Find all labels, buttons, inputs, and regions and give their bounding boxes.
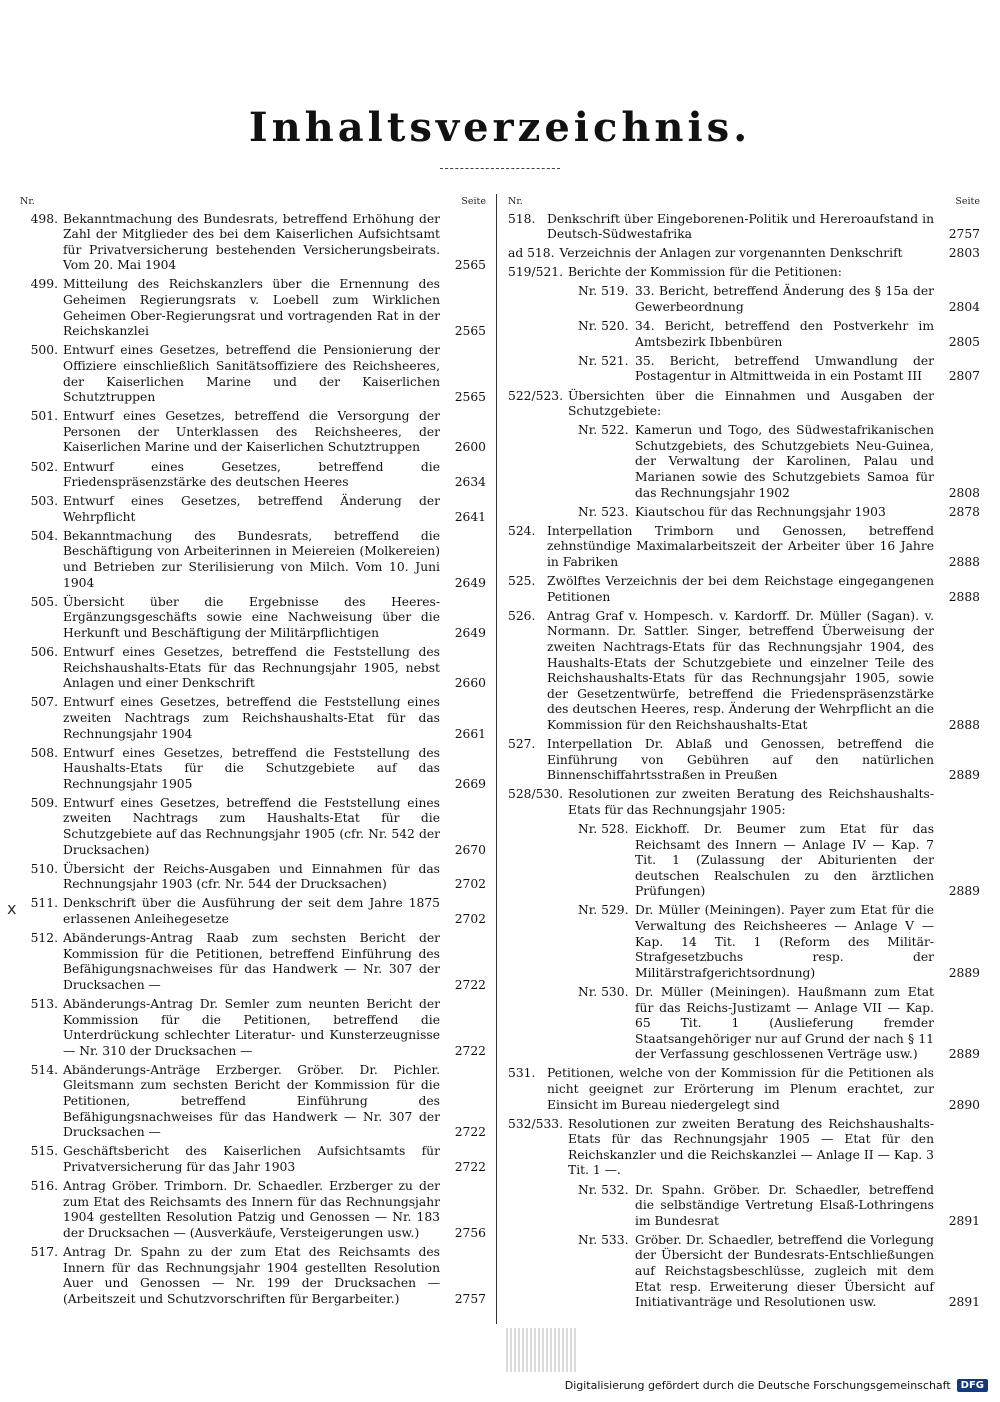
entry-text: Resolutionen zur zweiten Beratung des Reichshaushalts-Etats für das Rechnungsjahr 1905: (568, 787, 934, 817)
entry-text: Bekanntmachung des Bundesrats, betreffend Erhöhung der Zahl der Mitglieder des bei dem Kaiserlichen Aufsichtsamt für Privatversicherung bestehenden Versicherungsbeirats. Vom 20. Mai 1904 (63, 211, 440, 273)
entry-text: Berichte der Kommission für die Petitionen: (568, 265, 842, 280)
toc-entry (20, 1144, 486, 1175)
entry-text: 35. Bericht, betreffend Umwandlung der Postagentur in Altmittweida in ein Postamt III (635, 353, 934, 384)
entry-number: 515. (30, 1144, 58, 1159)
column-divider (496, 194, 497, 1324)
entry-number: Nr. 533. (578, 1232, 629, 1247)
toc-entry (20, 343, 486, 405)
entry-page: 2661 (454, 726, 486, 741)
toc-entry (20, 931, 486, 993)
entry-page: 2565 (454, 390, 486, 405)
entry-page: 2565 (454, 324, 486, 339)
entry-text: 34. Bericht, betreffend den Postverkehr im Amtsbezirk Ibbenbüren (635, 319, 934, 349)
entry-text: Eickhoff. Dr. Beumer zum Etat für das Reichsamt des Innern — Anlage IV — Kap. 7 Tit. 1 (Zulassung der Abiturienten der deutschen Realschulen zu den ärztlichen Prüfungen) (635, 821, 934, 899)
entry-page: 2670 (454, 842, 486, 857)
entry-text: Verzeichnis der Anlagen zur vorgenannten Denkschrift (559, 246, 903, 261)
entry-text: Petitionen, welche von der Kommission für die Petitionen als nicht geeignet zur Erörterung im Plenum erachtet, zur Einsicht im Bureau niedergelegt sind (547, 1066, 934, 1112)
entry-page: 2649 (454, 575, 486, 590)
entry-page: 2878 (948, 504, 980, 519)
entry-text: Interpellation Dr. Ablaß und Genossen, betreffend die Einführung von Gebühren auf den natürlichen Binnenschiffahrtsstraßen in Preußen (547, 737, 934, 783)
column-header-nr: Nr. (508, 196, 523, 207)
entry-page: 2641 (454, 509, 486, 524)
entry-page: 2722 (454, 977, 486, 992)
entry-number: 531. (508, 1066, 536, 1081)
entry-page: 2756 (454, 1225, 486, 1240)
toc-entry (508, 265, 980, 281)
entry-text: Dr. Müller (Meiningen). Payer zum Etat für die Verwaltung des Reichsheeres — Anlage V — Kap. 14 Tit. 1 (Reform des Militär-Strafgesetzbuchs resp. der Militärstrafgerichtsordnung) (635, 903, 934, 980)
entry-number: 517. (30, 1244, 58, 1259)
entry-number: 519/521. (508, 265, 563, 280)
entry-text: Antrag Gröber. Trimborn. Dr. Schaedler. Erzberger zu der zum Etat des Reichsamts des Innern für das Rechnungsjahr 1904 gestellten Resolution Patzig und Genossen — Nr. 183 der Drucksachen — (Ausverkäufe, Versteigerungen usw.) (63, 1179, 440, 1240)
toc-entry (20, 695, 486, 742)
entry-number: 514. (30, 1062, 58, 1077)
entry-number: 513. (30, 997, 58, 1011)
entry-number: Nr. 528. (578, 821, 629, 836)
entry-text: Geschäftsbericht des Kaiserlichen Aufsichtsamts für Privatversicherung für das Jahr 1903 (63, 1144, 440, 1174)
toc-subentry (508, 284, 980, 315)
entry-page: 2890 (948, 1097, 980, 1112)
entry-number: Nr. 519. (578, 284, 629, 299)
entry-number: 512. (30, 931, 58, 946)
dfg-logo: DFG (957, 1379, 988, 1392)
entry-number: 501. (30, 409, 58, 424)
toc-entry (20, 529, 486, 591)
entry-text: Entwurf eines Gesetzes, betreffend die Versorgung der Personen der Unterklassen des Reichsheeres, der Kaiserlichen Marine und der Kaiserlichen Schutztruppen (63, 409, 440, 455)
entry-number: Nr. 520. (578, 319, 629, 334)
entry-text: Zwölftes Verzeichnis der bei dem Reichstage eingegangenen Petitionen (547, 574, 934, 604)
entry-text: Denkschrift über Eingeborenen-Politik und Hereroaufstand in Deutsch-Südwestafrika (547, 211, 934, 242)
right-column (508, 194, 980, 1314)
entry-number: 498. (30, 211, 58, 226)
entry-page: 2889 (948, 1047, 980, 1062)
entry-text: Entwurf eines Gesetzes, betreffend die Feststellung eines zweiten Nachtrags zum Haushalts-Etat für die Schutzgebiete auf das Rechnungsjahr 1905 (cfr. Nr. 542 der Drucksachen) (63, 795, 440, 857)
entry-number: Nr. 522. (578, 423, 629, 438)
footer-text: Digitalisierung gefördert durch die Deutsche Forschungsgemeinschaft (564, 1379, 951, 1392)
entry-text: Antrag Dr. Spahn zu der zum Etat des Reichsamts des Innern für das Rechnungsjahr 1904 gestellten Resolution Auer und Genossen — Nr. 199 der Drucksachen — (Arbeitszeit und Schutzvorschriften für Bergarbeiter.) (63, 1244, 440, 1306)
toc-entry (20, 746, 486, 793)
toc-subentry (508, 354, 980, 385)
toc-entry (20, 212, 486, 274)
toc-subentry (508, 423, 980, 501)
toc-entry (20, 494, 486, 525)
entry-number: 525. (508, 574, 536, 589)
entry-text: 33. Bericht, betreffend Änderung des § 15a der Gewerbeordnung (635, 284, 934, 315)
entry-number: 516. (30, 1179, 58, 1194)
toc-entry (508, 574, 980, 605)
page-title: Inhaltsverzeichnis. (248, 104, 752, 151)
toc-entry (20, 1179, 486, 1241)
toc-subentry (508, 1233, 980, 1311)
entry-text: Übersicht über die Ergebnisse des Heeres-Ergänzungsgeschäfts sowie eine Nachweisung über die Herkunft und Beschäftigung der Militärpflichtigen (63, 594, 440, 640)
toc-entry (508, 524, 980, 571)
toc-entry (508, 389, 980, 420)
entry-page: 2803 (948, 246, 980, 261)
entry-text: Entwurf eines Gesetzes, betreffend die Feststellung des Reichshaushalts-Etats für das Rechnungsjahr 1905, nebst Anlagen und einer Denkschrift (63, 645, 440, 691)
entry-number: ad 518. (508, 246, 555, 261)
toc-subentry (508, 903, 980, 981)
entry-number: Nr. 521. (578, 353, 629, 368)
entry-page: 2888 (948, 717, 980, 732)
entry-text: Übersichten über die Einnahmen und Ausgaben der Schutzgebiete: (568, 388, 934, 419)
entry-text: Antrag Graf v. Hompesch. v. Kardorff. Dr. Müller (Sagan). v. Normann. Dr. Sattler. Singer, betreffend Überweisung der zweiten Nachtrags-Etats für das Rechnungsjahr 1904, des Haushalts-Etats der Schutzgebiete und einzelner Teile des Reichshaushalts-Etats für das Rechnungsjahr 1905, sowie der Gesetzentwürfe, betreffend die Friedenspräsenzstärke des deutschen Heeres, resp. Änderung der Wehrpflicht an die Kommission für den Reichshaushalts-Etat (547, 608, 934, 732)
toc-entry (20, 796, 486, 858)
entry-number: 506. (30, 645, 58, 660)
toc-subentry (508, 505, 980, 521)
entry-page: 2722 (454, 1159, 486, 1174)
entry-text: Denkschrift über die Ausführung der seit dem Jahre 1875 erlassenen Anleihegesetze (63, 896, 440, 927)
toc-subentry (508, 319, 980, 350)
entry-text: Abänderungs-Antrag Dr. Semler zum neunten Bericht der Kommission für die Petitionen, betreffend die Unterdrückung schlechter Literatur- und Kunsterzeugnisse — Nr. 310 der Drucksachen — (63, 997, 440, 1058)
toc-entry (508, 212, 980, 243)
entry-number: Nr. 532. (578, 1182, 629, 1197)
toc-entry (508, 1066, 980, 1113)
entry-number: 522/523. (508, 388, 563, 403)
entry-number: 509. (30, 795, 58, 810)
entry-text: Dr. Müller (Meiningen). Haußmann zum Etat für das Reichs-Justizamt — Anlage VII — Kap. 65 Tit. 1 (Auslieferung fremder Staatsangehöriger nur auf Grund der nach § 11 der Verfassung geschlossenen Verträge usw.) (635, 984, 934, 1062)
toc-entry (20, 409, 486, 456)
toc-entry (20, 277, 486, 339)
entry-number: 518. (508, 211, 536, 226)
toc-entry (508, 609, 980, 734)
entry-page: 2649 (454, 625, 486, 640)
entry-number: 503. (30, 494, 58, 509)
entry-number: 510. (30, 861, 58, 876)
toc-entry (508, 787, 980, 818)
toc-entry (508, 1117, 980, 1179)
footer-credit (565, 1379, 988, 1392)
entry-page: 2757 (948, 227, 980, 242)
entry-number: 524. (508, 523, 536, 538)
entry-number: Nr. 529. (578, 903, 629, 918)
entry-page: 2888 (948, 589, 980, 604)
entry-number: Nr. 530. (578, 984, 629, 999)
entry-number: 527. (508, 737, 536, 751)
entry-text: Abänderungs-Antrag Raab zum sechsten Bericht der Kommission für die Petitionen, betreffend Einführung des Befähigungsnachweises für das Handwerk — Nr. 307 der Drucksachen — (63, 931, 440, 992)
right-entry-list (508, 212, 980, 1311)
entry-text: Entwurf eines Gesetzes, betreffend die Friedenspräsenzstärke des deutschen Heeres (63, 459, 440, 490)
entry-number: 507. (30, 695, 58, 710)
entry-page: 2805 (948, 334, 980, 349)
toc-subentry (508, 822, 980, 900)
left-entry-list (20, 212, 486, 1308)
entry-page: 2757 (454, 1291, 486, 1306)
entry-page: 2889 (948, 768, 980, 783)
toc-entry (20, 1245, 486, 1307)
entry-page: 2634 (454, 475, 486, 490)
entry-text: Entwurf eines Gesetzes, betreffend die Feststellung eines zweiten Nachtrags zum Reichshaushalts-Etat für das Rechnungsjahr 1904 (63, 695, 440, 741)
entry-page: 2804 (948, 300, 980, 315)
entry-number: 508. (30, 745, 58, 760)
entry-page: 2808 (948, 485, 980, 500)
toc-subentry (508, 985, 980, 1063)
entry-text: Mitteilung des Reichskanzlers über die Ernennung des Geheimen Regierungsrats v. Loebell zum Wirklichen Geheimen Ober-Regierungsrat und vortragenden Rat in der Reichskanzlei (63, 277, 440, 339)
entry-text: Entwurf eines Gesetzes, betreffend Änderung der Wehrpflicht (63, 494, 440, 524)
entry-page: 2807 (948, 369, 980, 384)
entry-number: 532/533. (508, 1116, 563, 1131)
entry-text: Übersicht der Reichs-Ausgaben und Einnahmen für das Rechnungsjahr 1903 (cfr. Nr. 544 der Drucksachen) (63, 861, 440, 892)
entry-number: 504. (30, 528, 58, 543)
toc-subentry (508, 1183, 980, 1230)
entry-text: Resolutionen zur zweiten Beratung des Reichshaushalts-Etats für das Rechnungsjahr 1905 — Etat für den Reichskanzler und die Reichskanzlei — Anlage II — Kap. 3 Tit. 1 —. (568, 1116, 934, 1178)
entry-page: 2888 (948, 554, 980, 569)
column-header-seite: Seite (955, 196, 980, 207)
entry-page: 2891 (948, 1213, 980, 1228)
entry-number: 505. (30, 594, 58, 609)
toc-entry (508, 246, 980, 262)
entry-number: 511. (30, 896, 58, 911)
entry-text: Kamerun und Togo, des Südwestafrikanischen Schutzgebiets, des Schutzgebiets Neu-Guinea, der Verwaltung der Karolinen, Palau und Marianen sowie des Schutzgebiets Samoa für das Rechnungsjahr 1902 (635, 423, 934, 500)
entry-number: 502. (30, 459, 58, 474)
entry-text: Entwurf eines Gesetzes, betreffend die Feststellung des Haushalts-Etats für die Schutzgebiete auf das Rechnungsjahr 1905 (63, 745, 440, 791)
entry-text: Kiautschou für das Rechnungsjahr 1903 (635, 504, 886, 519)
title-divider (440, 168, 560, 169)
entry-page: 2565 (454, 258, 486, 273)
entry-number: 499. (30, 277, 58, 292)
entry-text: Bekanntmachung des Bundesrats, betreffend die Beschäftigung von Arbeiterinnen in Meiereien (Molkereien) und Betrieben zur Sterilisierung von Milch. Vom 10. Juni 1904 (63, 528, 440, 590)
column-header (20, 194, 486, 210)
toc-entry (20, 460, 486, 491)
entry-number: 526. (508, 608, 536, 623)
toc-entry (508, 737, 980, 784)
entry-page: 2889 (948, 884, 980, 899)
entry-page: 2600 (454, 440, 486, 455)
entry-number: 528/530. (508, 787, 563, 802)
entry-text: Abänderungs-Anträge Erzberger. Gröber. Dr. Pichler. Gleitsmann zum sechsten Bericht der Kommission für die Petitionen, betreffend Einführung des Befähigungsnachweises für das Handwerk — Nr. 307 der Drucksachen — (63, 1062, 440, 1140)
toc-entry (20, 997, 486, 1059)
entry-page: 2660 (454, 676, 486, 691)
entry-text: Gröber. Dr. Schaedler, betreffend die Vorlegung der Übersicht der Bundesrats-Entschließungen auf Reichstagsbeschlüsse, zugleich mit dem Etat resp. Erweiterung dieser Übersicht auf Initiativanträge und Resolutionen usw. (635, 1232, 934, 1310)
entry-page: 2889 (948, 965, 980, 980)
entry-page: 2702 (454, 912, 486, 927)
entry-page: 2722 (454, 1125, 486, 1140)
left-column (20, 194, 486, 1311)
toc-entry (20, 896, 486, 927)
entry-number: Nr. 523. (578, 504, 629, 519)
toc-entry (20, 862, 486, 893)
entry-text: Interpellation Trimborn und Genossen, betreffend zehnstündige Maximalarbeitszeit der Arbeiter über 16 Jahre in Fabriken (547, 523, 934, 569)
entry-page: 2702 (454, 877, 486, 892)
library-stamp-strip (506, 1328, 576, 1372)
toc-entry (20, 1063, 486, 1141)
entry-number: 500. (30, 343, 58, 358)
entry-page: 2669 (454, 776, 486, 791)
entry-text: Entwurf eines Gesetzes, betreffend die Pensionierung der Offiziere einschließlich Sanitätsoffiziere des Reichsheeres, der Kaiserlichen Marine und der Kaiserlichen Schutztruppen (63, 343, 440, 405)
column-header-seite: Seite (461, 196, 486, 207)
toc-entry (20, 645, 486, 692)
column-header-nr: Nr. (20, 196, 35, 207)
entry-text: Dr. Spahn. Gröber. Dr. Schaedler, betreffend die selbständige Vertretung Elsaß-Lothringens im Bundesrat (635, 1182, 934, 1228)
column-header (508, 194, 980, 210)
toc-entry (20, 595, 486, 642)
entry-page: 2722 (454, 1043, 486, 1058)
handwritten-margin-mark: x (7, 899, 17, 918)
entry-page: 2891 (948, 1295, 980, 1310)
